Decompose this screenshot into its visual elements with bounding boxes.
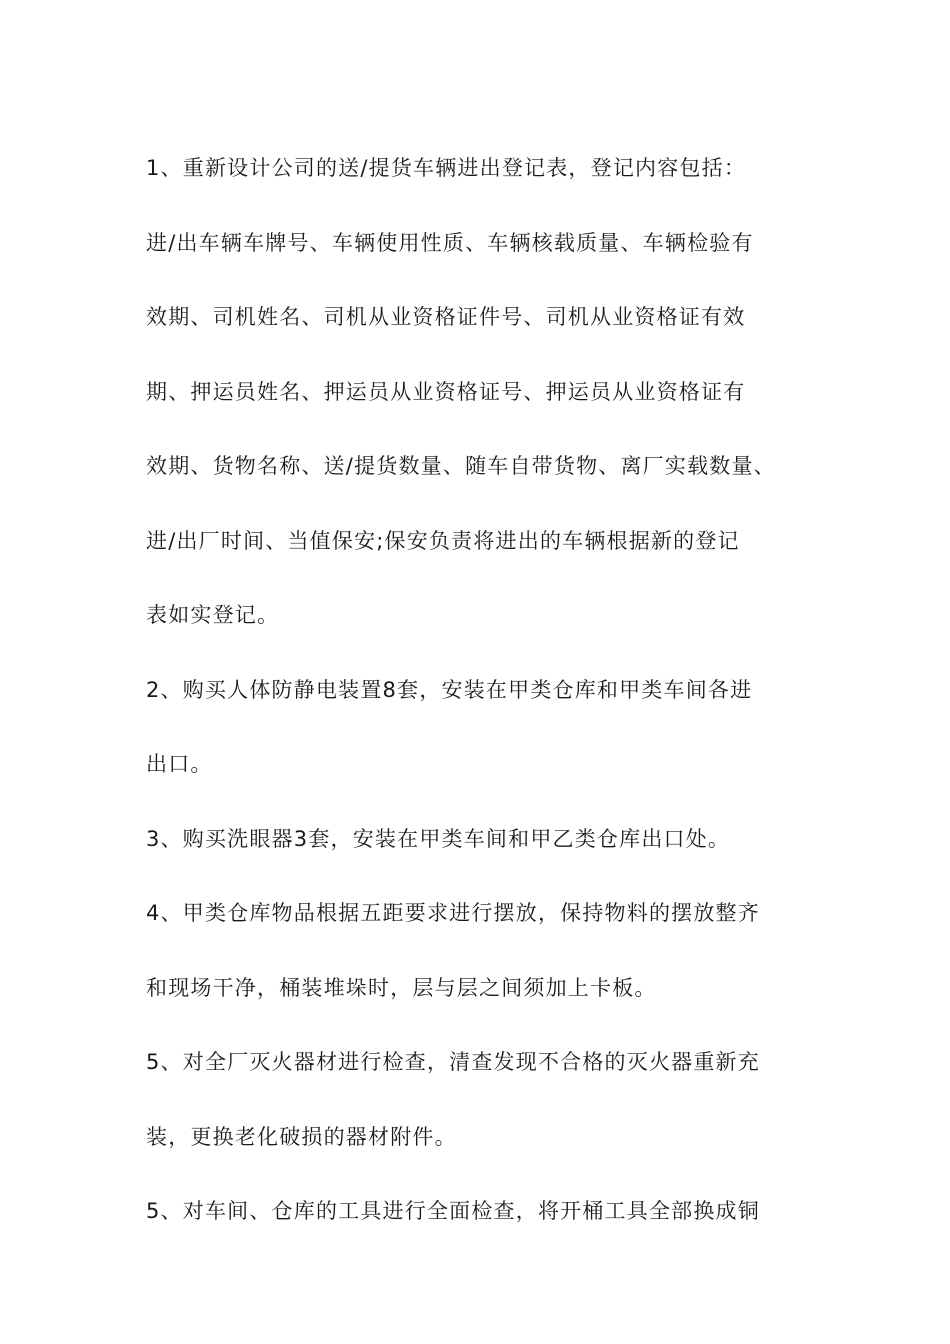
text-line: 表如实登记。 [146, 603, 280, 627]
text-line: 期、押运员姓名、押运员从业资格证号、押运员从业资格证有 [146, 379, 746, 404]
paragraph-1 [146, 131, 826, 653]
paragraph-4 [146, 876, 826, 1025]
text-line: 2、购买人体防静电装置8套，安装在甲类仓库和甲类车间各进 [146, 677, 753, 702]
paragraph-2 [146, 653, 826, 802]
text-line: 进/出车辆车牌号、车辆使用性质、车辆核载质量、车辆检验有 [146, 230, 754, 255]
text-line: 出口。 [146, 752, 213, 776]
text-line: 3、购买洗眼器3套，安装在甲类车间和甲乙类仓库出口处。 [146, 826, 731, 851]
paragraph-6 [146, 1174, 826, 1249]
text-line: 效期、货物名称、送/提货数量、随车自带货物、离厂实载数量、 [146, 454, 776, 478]
text-line: 5、对车间、仓库的工具进行全面检查，将开桶工具全部换成铜 [146, 1199, 760, 1223]
text-line: 装，更换老化破损的器材附件。 [146, 1124, 457, 1149]
paragraph-3 [146, 802, 826, 877]
text-line: 和现场干净，桶装堆垛时，层与层之间须加上卡板。 [146, 975, 657, 1000]
document-body [146, 131, 826, 1249]
text-line: 4、甲类仓库物品根据五距要求进行摆放，保持物料的摆放整齐 [146, 901, 760, 925]
text-line: 效期、司机姓名、司机从业资格证件号、司机从业资格证有效 [146, 305, 746, 329]
text-line: 进/出厂时间、当值保安;保安负责将进出的车辆根据新的登记 [146, 528, 740, 553]
text-line: 1、重新设计公司的送/提货车辆进出登记表，登记内容包括： [146, 156, 747, 180]
text-line: 5、对全厂灭火器材进行检查，清查发现不合格的灭火器重新充 [146, 1050, 760, 1074]
paragraph-5 [146, 1025, 826, 1174]
